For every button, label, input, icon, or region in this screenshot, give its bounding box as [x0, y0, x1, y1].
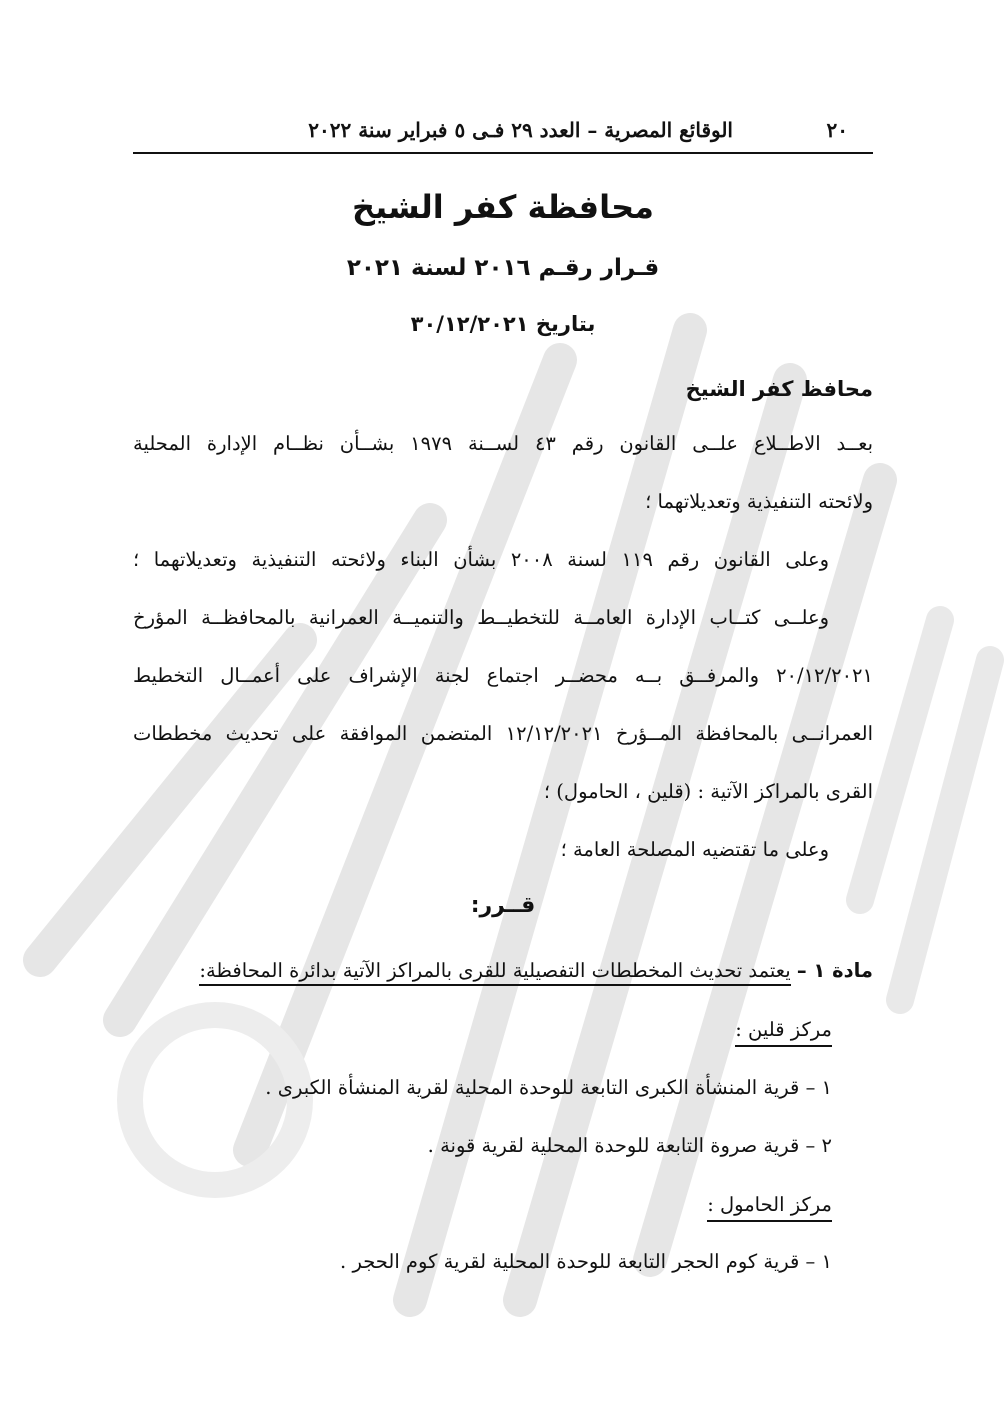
issuer-heading: محافظ كفر الشيخ — [685, 377, 873, 401]
decree-date: بتاريخ ٣٠/١٢/٢٠٢١ — [410, 312, 596, 336]
decree-number: قـرار رقـم ٢٠١٦ لسنة ٢٠٢١ — [346, 255, 660, 281]
preamble-line: ٢٠/١٢/٢٠٢١ والمرفــق بــه محضــر اجتماع لجنة الإشراف على أعمــال التخطيط — [133, 664, 873, 687]
list-item: ٢ – قرية صروة التابعة للوحدة المحلية لقرية قونة . — [427, 1134, 832, 1157]
article-1 — [133, 945, 873, 997]
preamble-line: بعــد الاطــلاع علــى القانون رقم ٤٣ لســنة ١٩٧٩ بشــأن نظــام الإدارة المحلية — [133, 432, 873, 455]
list-item: ١ – قرية المنشأة الكبرى التابعة للوحدة المحلية لقرية المنشأة الكبرى . — [265, 1076, 832, 1099]
preamble-line: وعلى ما تقتضيه المصلحة العامة ؛ — [560, 838, 829, 861]
preamble-line: العمرانــى بالمحافظة المــؤرخ ١٢/١٢/٢٠٢١ المتضمن الموافقة على تحديث مخططات — [133, 722, 873, 745]
preamble-line: وعلى القانون رقم ١١٩ لسنة ٢٠٠٨ بشأن البناء ولائحته التنفيذية وتعديلاتهما ؛ — [133, 548, 830, 571]
center-heading: مركز قلين : — [735, 1018, 832, 1041]
preamble-line: وعلــى كتــاب الإدارة العامــة للتخطيــط والتنميــة العمرانية بالمحافظــة المؤرخ — [133, 606, 829, 629]
article-text: يعتمد تحديث المخططات التفصيلية للقرى بالمراكز الآتية بدائرة المحافظة: — [199, 959, 790, 986]
preamble-line: القرى بالمراكز الآتية : (قلين ، الحامول) ؛ — [543, 780, 873, 803]
page-number: ٢٠ — [826, 118, 848, 142]
decided-heading: قــرر: — [470, 893, 536, 918]
gazette-title: الوقائع المصرية – العدد ٢٩ فـى ٥ فبراير سنة ٢٠٢٢ — [308, 118, 733, 142]
running-header — [133, 112, 873, 154]
center-heading: مركز الحامول : — [707, 1193, 832, 1216]
preamble-line: ولائحته التنفيذية وتعديلاتهما ؛ — [645, 490, 873, 513]
article-label: مادة ١ – — [796, 959, 873, 982]
list-item: ١ – قرية كوم الحجر التابعة للوحدة المحلية لقرية كوم الحجر . — [340, 1250, 832, 1273]
authority-heading: محافظة كفر الشيخ — [352, 188, 654, 226]
